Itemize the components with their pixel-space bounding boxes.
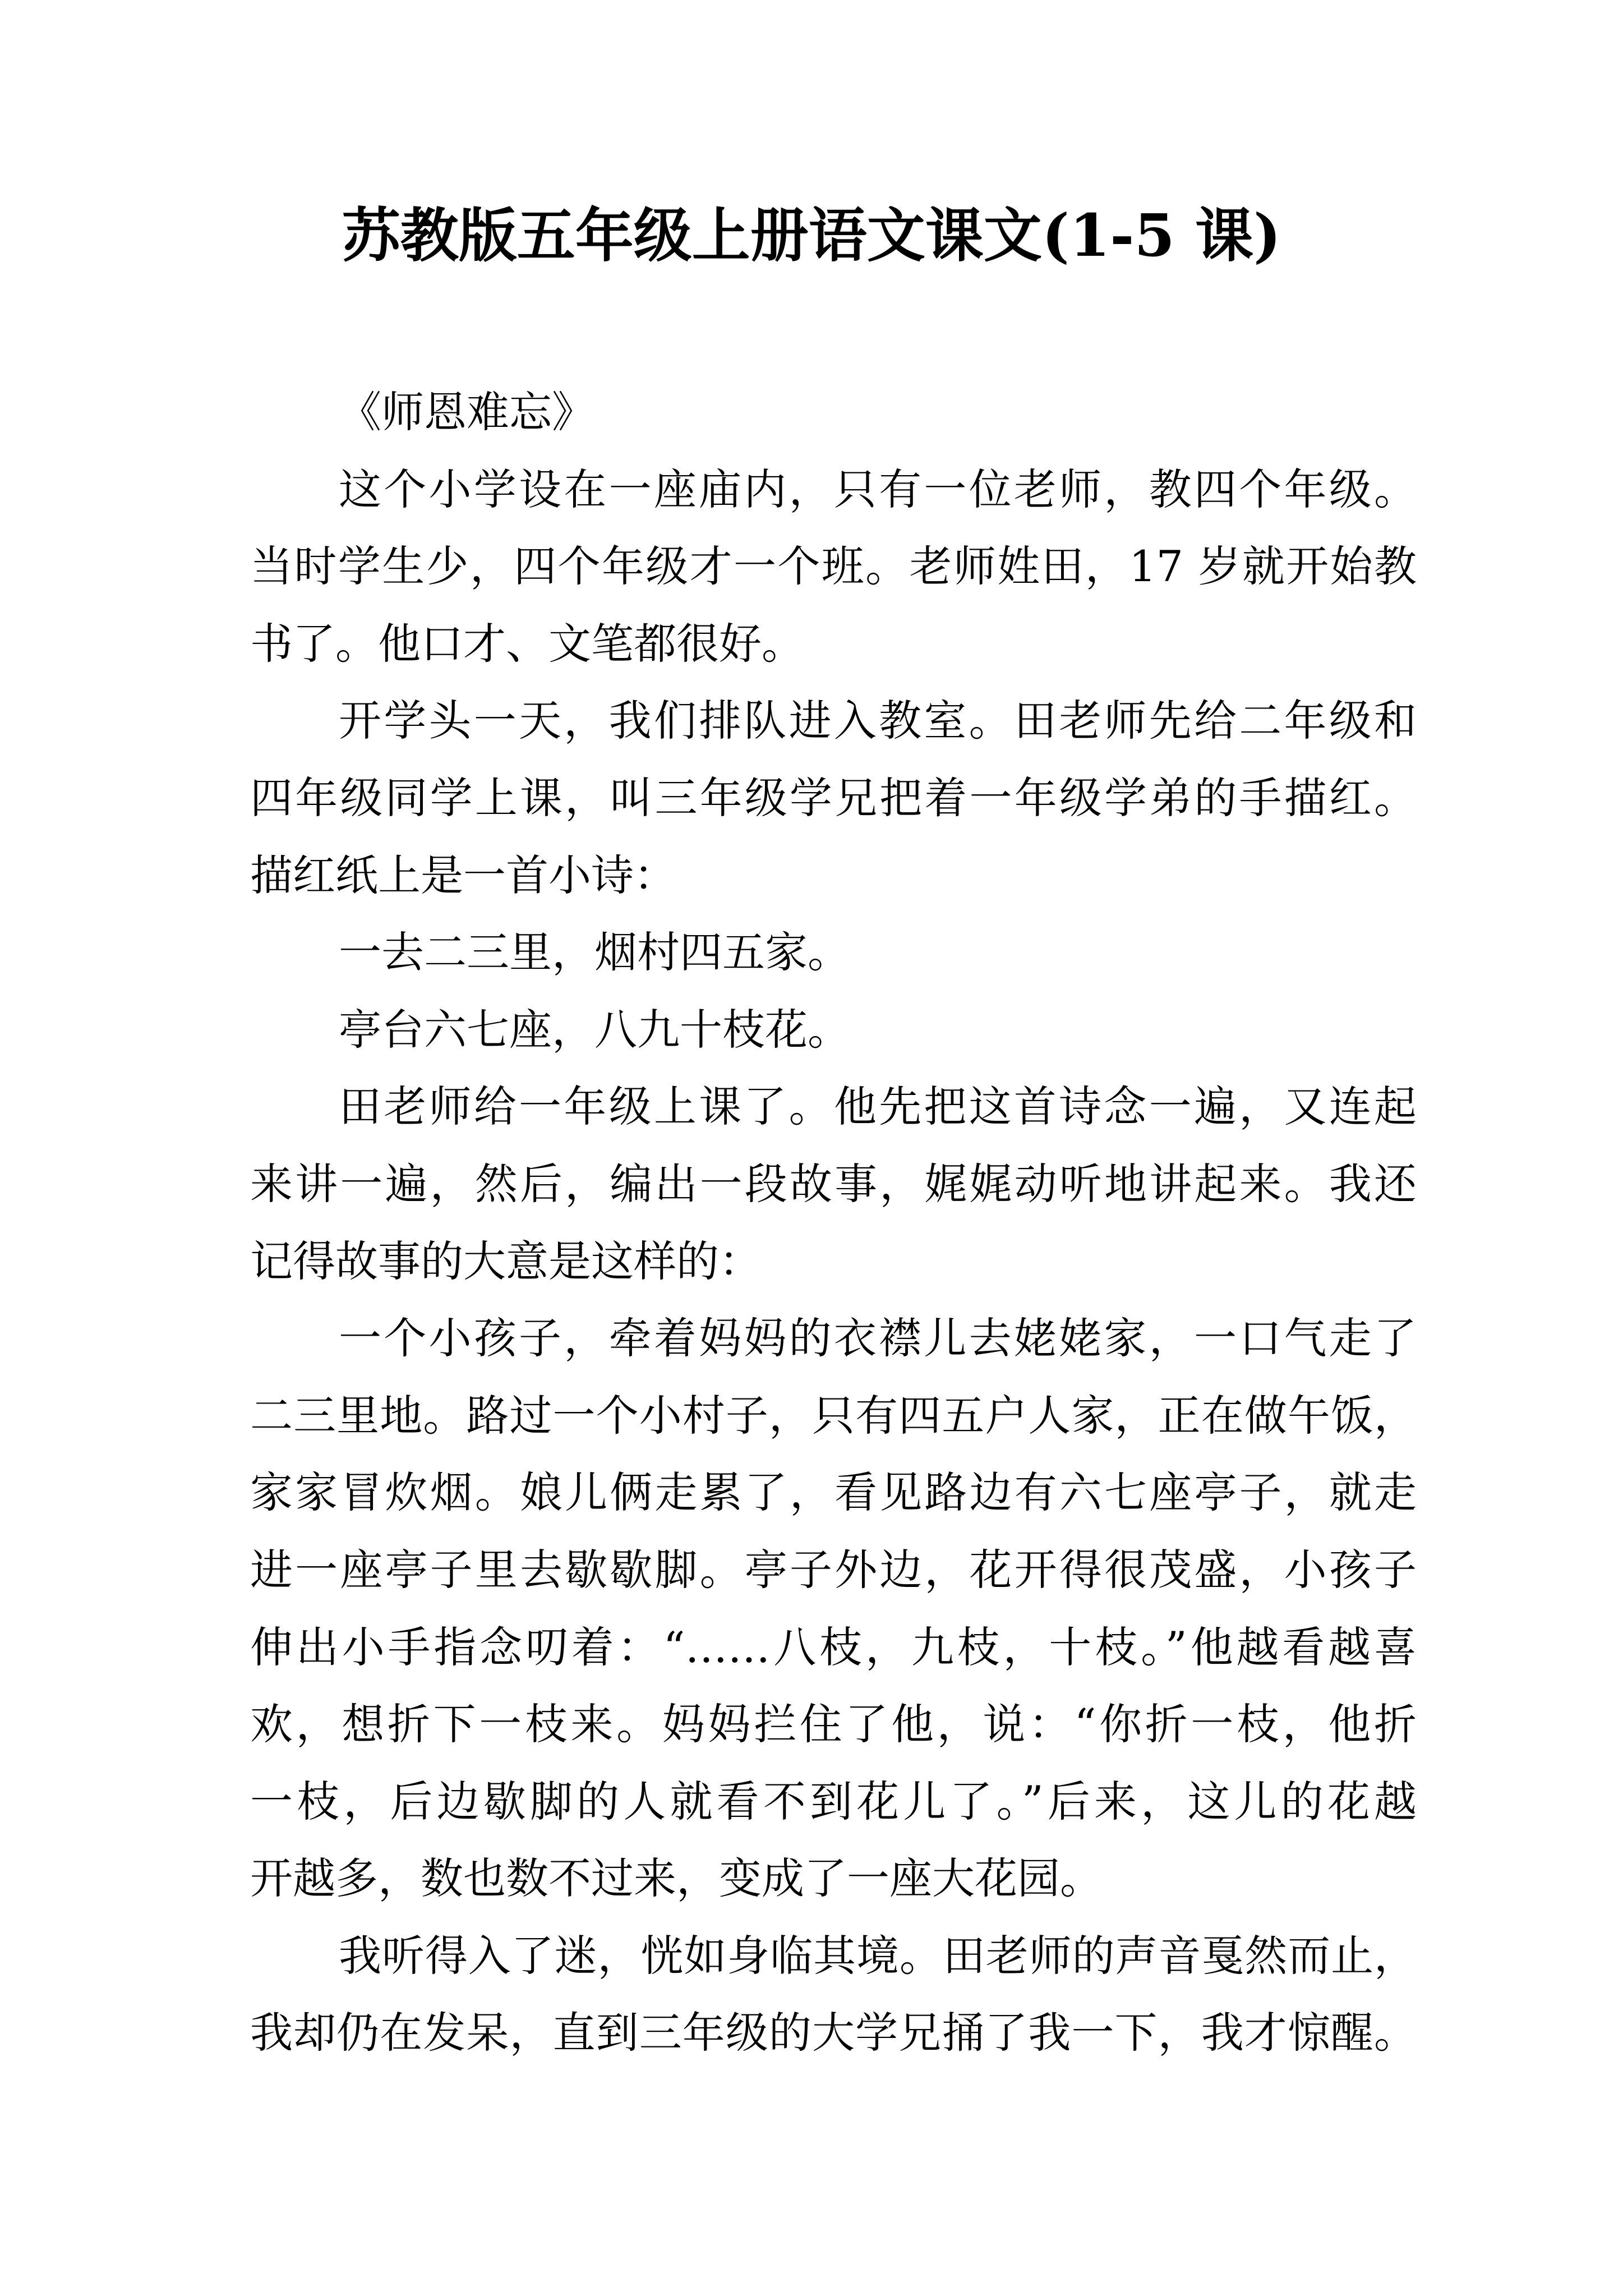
text-line: 亭台六七座，八九十枝花。 (339, 1004, 850, 1055)
text-line: 开学头一天，我们排队进入教室。田老师先给二年级和 (339, 696, 1417, 746)
paragraph-lesson-heading (250, 374, 1417, 451)
paragraph (250, 451, 1417, 683)
text-line: 进一座亭子里去歇歇脚。亭子外边，花开得很茂盛，小孩子 (250, 1544, 1417, 1595)
poem-line (250, 914, 1417, 991)
text-line: 四年级同学上课，叫三年级学兄把着一年级学弟的手描红。 (250, 772, 1417, 823)
text-line: 记得故事的大意是这样的： (250, 1236, 762, 1286)
text-line: 我听得入了迷，恍如身临其境。田老师的声音戛然而止， (339, 1930, 1417, 1981)
text-line: 当时学生少，四个年级才一个班。老师姓田，17 岁就开始教 (250, 541, 1417, 592)
text-line: 家家冒炊烟。娘儿俩走累了，看见路边有六七座亭子，就走 (250, 1467, 1417, 1518)
text-line: 一去二三里，烟村四五家。 (339, 927, 850, 978)
text-line: 来讲一遍，然后，编出一段故事，娓娓动听地讲起来。我还 (250, 1158, 1417, 1209)
text-line: 田老师给一年级上课了。他先把这首诗念一遍，又连起 (339, 1082, 1417, 1132)
paragraph (250, 682, 1417, 914)
text-line: 我却仍在发呆，直到三年级的大学兄捅了我一下，我才惊醒。 (250, 2008, 1417, 2058)
text-line: 书了。他口才、文笔都很好。 (250, 618, 804, 669)
paragraph (250, 1068, 1417, 1300)
text-line: 一个小孩子，牵着妈妈的衣襟儿去姥姥家，一口气走了 (339, 1313, 1417, 1364)
text-line: 一枝，后边歇脚的人就看不到花儿了。”后来，这儿的花越 (250, 1776, 1417, 1826)
text-line: 描红纸上是一首小诗： (250, 850, 676, 900)
text-line: 伸出小手指念叨着：“……八枝，九枝，十枝。”他越看越喜 (250, 1622, 1417, 1672)
text-line: 开越多，数也数不过来，变成了一座大花园。 (250, 1853, 1103, 1904)
text-line: 《师恩难忘》 (339, 387, 594, 437)
paragraph (250, 1917, 1417, 2072)
poem-line (250, 991, 1417, 1069)
document-body (250, 374, 1417, 2072)
text-line: 二三里地。路过一个小村子，只有四五户人家，正在做午饭， (250, 1390, 1417, 1441)
text-line: 这个小学设在一座庙内，只有一位老师，教四个年级。 (339, 464, 1417, 514)
paragraph (250, 1300, 1417, 1917)
page-title: 苏教版五年级上册语文课文(1-5 课) (342, 201, 1281, 270)
text-line: 欢，想折下一枝来。妈妈拦住了他，说：“你折一枝，他折 (250, 1699, 1417, 1750)
